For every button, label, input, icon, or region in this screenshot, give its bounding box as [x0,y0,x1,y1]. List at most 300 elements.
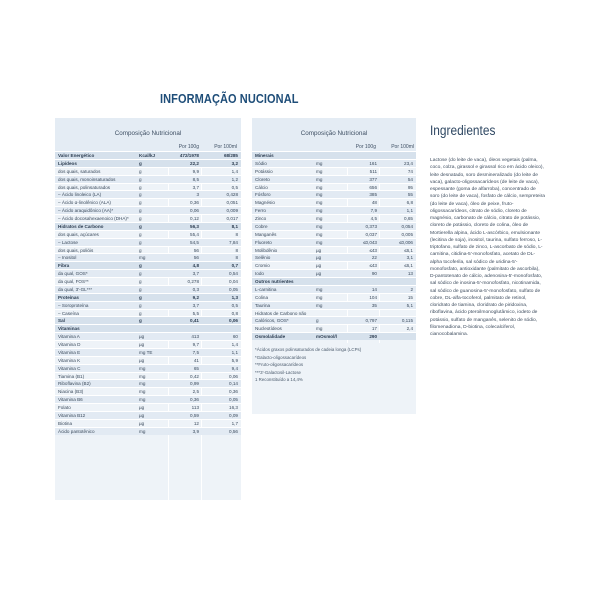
row-name: Hidratos de Carbono não [255,310,307,316]
row-unit: g [139,176,142,182]
row-value-100g: 290 [369,334,377,340]
row-value-100ml: 1,4 [231,168,238,174]
row-name: Niacina (B3) [58,389,84,395]
row-value-100ml: 1,3 [231,294,238,300]
row-unit: mg [316,302,323,308]
row-value-100ml: 0,05 [229,397,238,403]
row-value-100ml: 15 [407,294,413,300]
row-value-100ml: 3,1 [406,255,413,261]
row-value-100g: 54,5 [190,239,199,245]
row-unit: mg [316,176,323,182]
row-name: Cálcio [255,184,268,190]
row-value-100g: ≤0,043 [362,239,377,245]
row-value-100g: 0,373 [365,223,377,229]
row-name: Hidratos de Carbono [58,223,104,229]
row-value-100ml: 2,4 [406,326,413,332]
row-name: Proteínas [58,294,79,300]
left-col-100g: Por 100g [178,144,199,150]
ingredients-title: Ingredientes [430,123,496,138]
row-value-100g: 3 [196,192,199,198]
row-value-100ml: 0,06 [229,373,238,379]
table-row [55,309,241,317]
table-row [55,175,241,183]
table-row [55,419,241,427]
row-name: dos quais, polióis [58,247,94,253]
table-row [252,206,416,214]
row-value-100g: 22 [371,255,377,261]
table-row [55,269,241,277]
row-value-100ml: 1,4 [231,342,238,347]
row-value-100ml: 0,09 [229,412,238,418]
row-unit: g [316,318,319,324]
table-row [55,364,241,372]
left-table-header [55,117,241,151]
footnote: 1 Reconstituído a 14,4% [255,377,303,383]
table-row [252,332,416,340]
table-row [55,403,241,411]
row-value-100g: 0,3 [192,286,199,292]
row-value-100ml: 60 [232,334,238,340]
row-value-100ml: 16,3 [229,405,238,410]
row-name: Ferro [255,208,266,214]
table-row [252,261,416,269]
row-name: – Ácido araquidônico (AA)* [58,208,114,214]
table-row [252,277,416,285]
row-name: Ácido pantotênico [58,428,95,434]
row-name: Iodo [255,271,264,277]
row-value-100g: 9,2 [192,294,199,300]
table-row [55,246,241,254]
row-name: dos quais, polinsaturados [58,184,111,190]
row-unit: Kcal/kJ [139,153,156,158]
row-name: Sal [58,318,65,324]
row-name: Minerais [255,153,274,158]
row-value-100ml: 8,1 [231,223,238,229]
row-name: Nucleotídeos [255,326,282,332]
footnote: **Fruto-oligossacarídeos [255,362,304,368]
row-value-100g: 5,5 [192,310,199,316]
row-name: Vitamina B12 [58,412,86,418]
row-unit: mg [316,216,323,221]
row-name: Cloreto [255,176,270,182]
row-unit: mg [316,208,323,214]
table-row [252,151,416,159]
table-row [55,285,241,293]
row-name: – Ácido linoleico (LA) [58,192,102,198]
row-name: Sódio [255,160,267,166]
right-nutrition-table [252,117,416,414]
row-value-100ml: 6,8 [406,200,413,206]
row-value-100g: 656 [369,184,377,190]
row-value-100g: 0,278 [187,279,199,284]
row-name: Outros nutrientes [255,279,294,284]
row-unit: g [139,302,142,308]
row-name: Osmolalidade [255,334,286,340]
table-row [252,293,416,301]
table-row [55,356,241,364]
ingredients-text: Lactose (do leite de vaca), óleos vegetais (palma, coco, colza, girassol e girassol rico em ácido oleico), leite desnatado, soro desmineralizado (do leite de vaca), galacto-oligossacarídeos (de leite de vaca), espessante (goma de alfarroba), concentrado de soro (do leite de vaca), fosfato de cálcio, sempreteira (do leite de vaca), óleo de peixe, fruto-oligossacarídeos, citrato de sódio, cloreto de magnésio, carbonato de cálcio, citrato de potássio, cloreto de potássio, cloreto de colina, óleo de Mortierella alpina, ácido L-ascórbico, emulsionante (lecitina de soja), inositol, taurina, sulfato ferroso, L-triptofano, sulfato de zinco, L-ascorbato de sódio, L-carnitina, citidina-5'-monofosfato, acetato de DL-alpha tocoferila, sal sódico de uridina-5'-monofosfato, antioxidante (palmitato de ascorbila), D-pantotenato de cálcio, adenosina-5'-monofosfato, sal sódico de inosina-5'-monofosfato, nicotinamida, sal sódico de guanosina-5'-monofosfato, sulfato de cobre, DL-alfa-tocoferol, palmitato de retinol, cloridrato de tiamina, cloridrato de piridoxina, riboflavina, ácido pteroilmonoglutâmico, iodeto de potássio, sulfato de manganês, selenito de sódio, filomenadiona, D-biotina, colecalciferol, cianocobalamina. [430,158,545,337]
row-value-100g: 0,037 [365,231,377,237]
row-value-100ml: ≤0,006 [398,239,413,245]
table-row [55,324,241,332]
row-name: Molibdênio [255,247,278,253]
table-row [55,332,241,340]
row-value-100ml: 9,4 [231,365,238,371]
row-name: – Soroproteína [58,302,89,308]
row-name: dos quais, saturados [58,168,101,174]
table-row [55,230,241,238]
left-nutrition-table [55,117,241,500]
right-col-100g: Por 100g [355,144,376,150]
row-name: – Ácido docosahexaenoico (DHA)* [58,216,129,221]
row-unit: µg [139,420,145,426]
row-unit: mg [316,192,323,198]
row-value-100g: 0,12 [190,216,199,221]
row-unit: mg [139,428,146,434]
table-row [252,167,416,175]
row-value-100g: 385 [369,192,377,198]
row-unit: mg TE [139,349,153,355]
table-row [252,230,416,238]
row-value-100g: 17 [371,326,377,332]
row-value-100g: 3,9 [192,428,199,434]
table-row [55,261,241,269]
row-name: Vitamina E [58,349,81,355]
table-row [252,238,416,246]
row-name: Magnésio [255,200,275,206]
row-value-100ml: 0,115 [401,318,413,324]
row-value-100ml: 5,1 [406,302,413,308]
footnote: *Ácidos graxos polinsaturados de cadeia longa (LCPs) [255,347,362,352]
row-unit: g [139,310,142,316]
footnote: *Galacto-oligossacarídeos [255,354,307,360]
table-row [55,427,241,435]
row-unit: µg [139,412,145,418]
table-row [55,222,241,230]
row-name: Selênio [255,255,271,261]
right-table-body [252,151,416,340]
row-value-100g: 3,7 [192,302,199,308]
row-value-100g: 7,5 [192,349,199,355]
table-row [55,340,241,348]
row-value-100ml: 2 [410,286,413,292]
row-name: Fibra [58,263,70,269]
row-value-100ml: ≤6,1 [404,247,413,253]
row-value-100g: 511 [369,168,377,174]
table-row [252,324,416,332]
row-name: – Caseína [58,310,79,316]
row-unit: mg [316,168,323,174]
right-col-100ml: Por 100ml [391,144,414,150]
row-unit: g [139,160,142,166]
row-value-100g: 377 [369,176,377,182]
left-col-100ml: Por 100ml [214,144,237,150]
row-value-100g: 14 [371,286,377,292]
row-value-100ml: 3,2 [231,160,238,166]
left-table-body [55,151,241,435]
table-row [252,175,416,183]
table-row [55,372,241,380]
row-unit: mg [139,397,146,403]
table-row [55,190,241,198]
row-unit: g [139,239,142,245]
table-row [55,159,241,167]
row-value-100ml: 0,428 [226,192,238,198]
row-unit: g [139,286,142,292]
row-name: da qual, 3'-GL*** [58,286,93,292]
row-value-100ml: 0,14 [229,381,238,387]
row-value-100g: 9,7 [192,342,199,347]
row-unit: µg [316,271,322,277]
row-value-100g: 3,7 [192,184,199,190]
row-value-100ml: 0,56 [229,428,238,434]
row-unit: µg [316,247,322,253]
row-name: Fluoreto [255,239,272,245]
table-row [55,253,241,261]
row-unit: g [139,279,142,284]
row-value-100ml: ≤6,1 [404,263,413,269]
row-unit: mg [316,223,323,229]
row-name: Vitamina A [58,334,80,340]
row-value-100g: 472/1978 [179,153,199,158]
row-value-100g: ≤43 [369,263,377,269]
row-name: Lipídeos [58,160,77,166]
table-row [55,348,241,356]
table-row [252,316,416,324]
row-value-100ml: 1,1 [406,208,413,214]
row-value-100ml: 0,54 [229,271,238,277]
table-row [252,159,416,167]
row-value-100g: 113 [191,405,199,410]
row-value-100g: 22,2 [190,160,199,166]
row-unit: µg [316,263,322,269]
row-value-100ml: 0,05 [229,286,238,292]
row-name: Riboflavina (B2) [58,381,91,387]
row-name: – Lactose [58,239,78,245]
row-value-100ml: 5,9 [231,357,238,363]
row-value-100ml: 7,84 [229,239,238,245]
footnote: ***3'-Galactosil-Lactose [255,369,301,375]
row-name: da qual, GOS* [58,271,88,277]
row-name: da qual, FOS** [58,279,89,284]
row-value-100ml: 68/285 [223,153,238,158]
row-unit: mg [316,326,323,332]
row-value-100g: 35 [371,302,377,308]
row-value-100ml: 0,5 [231,302,238,308]
table-row [55,198,241,206]
table-row [55,277,241,285]
row-unit: mg [316,239,323,245]
row-value-100g: 413 [191,334,199,340]
row-value-100g: 0,59 [190,412,199,418]
row-value-100ml: 0,054 [401,223,413,229]
table-row [55,301,241,309]
row-name: Cobre [255,223,268,229]
row-value-100g: 8,5 [192,176,199,182]
row-value-100ml: 0,06 [229,318,238,324]
row-name: Vitamina D [58,342,81,347]
table-row [252,246,416,254]
row-unit: µg [139,405,145,410]
table-row [55,379,241,387]
row-value-100g: 41 [193,357,199,363]
row-name: Folato [58,405,71,410]
row-unit: mg [316,231,323,237]
table-row [55,238,241,246]
row-name: Biotina [58,420,73,426]
row-name: – Inositol [58,255,77,261]
row-unit: mOsmol/l [316,334,337,340]
row-unit: g [139,271,142,277]
row-unit: mg [316,294,323,300]
row-unit: g [139,200,142,206]
row-unit: mg [316,200,323,206]
row-unit: g [139,263,142,269]
table-row [252,190,416,198]
row-value-100g: 4,5 [370,216,377,221]
row-unit: mg [316,184,323,190]
page-title: INFORMAÇÃO NUCIONAL [160,92,299,106]
row-name: Taurina [255,302,271,308]
row-value-100g: 56 [193,247,199,253]
row-name: Manganês [255,231,277,237]
row-value-100ml: 0,009 [226,208,238,214]
row-value-100ml: 0,051 [226,200,238,206]
row-name: Valor Energético [58,153,95,158]
table-row [55,395,241,403]
row-unit: mg [139,255,146,261]
row-unit: µg [139,357,145,363]
row-value-100g: 0,36 [190,397,199,403]
row-unit: mg [139,373,146,379]
row-value-100ml: 0,36 [229,389,238,395]
footnotes [252,346,416,384]
row-value-100ml: 0,017 [226,216,238,221]
row-value-100ml: 13 [407,271,413,277]
table-row [55,183,241,191]
table-row [252,222,416,230]
row-name: L-carnitina [255,286,277,292]
table-row [252,253,416,261]
row-value-100ml: 8 [235,231,238,237]
row-value-100g: 56,3 [190,223,199,229]
row-unit: mg [316,286,323,292]
row-name: Fósforo [255,192,271,198]
row-value-100ml: 0,5 [231,184,238,190]
row-value-100g: ≤43 [369,247,377,253]
table-row [55,411,241,419]
row-name: Vitamina C [58,365,81,371]
table-row [55,387,241,395]
row-name: Cromio [255,263,270,269]
row-name: Zinco [255,216,267,221]
row-unit: mg [139,365,146,371]
row-value-100g: 9,9 [192,168,199,174]
row-name: Potássio [255,168,273,174]
row-value-100g: 65 [193,365,199,371]
row-value-100g: 0,06 [190,208,199,214]
table-row [252,198,416,206]
row-unit: g [139,192,142,198]
row-value-100ml: 74 [407,168,413,174]
row-value-100g: 56 [193,255,199,261]
row-value-100ml: 0,8 [231,310,238,316]
table-row [252,183,416,191]
row-value-100g: 0,42 [190,373,199,379]
row-name: Vitaminas [58,326,80,332]
table-row [55,151,241,159]
row-value-100g: 0,99 [190,381,199,387]
table-row [252,301,416,309]
row-value-100ml: 0,65 [404,216,413,221]
row-value-100g: 4,8 [192,263,199,269]
row-value-100g: 48 [371,200,377,206]
row-unit: g [139,294,142,300]
row-value-100ml: 23,4 [404,160,413,166]
table-row [55,316,241,324]
row-name: Vitamina B6 [58,397,83,403]
row-value-100g: 55,4 [190,231,199,237]
row-unit: g [139,247,142,253]
row-value-100ml: 1,2 [231,176,238,182]
table-row [252,285,416,293]
row-name: dos quais, açúcares [58,231,99,237]
row-name: Tiamina (B1) [58,373,85,379]
row-value-100ml: 0,005 [401,231,413,237]
row-name: Vitamina K [58,357,81,363]
row-value-100g: 0,797 [365,318,377,324]
row-unit: µg [316,255,322,261]
row-value-100ml: 54 [407,176,413,182]
row-value-100g: 0,36 [190,200,199,206]
row-unit: g [139,223,142,229]
row-unit: µg [139,342,145,347]
row-value-100g: 3,7 [192,271,199,277]
row-unit: mg [139,381,146,387]
right-table-heading: Composição Nutricional [300,130,368,137]
row-value-100ml: 95 [407,184,413,190]
row-value-100g: 0,41 [190,318,199,324]
row-unit: g [139,168,142,174]
row-unit: g [139,318,142,324]
row-unit: µg [139,334,145,340]
table-row [55,214,241,222]
row-value-100g: 2,5 [192,389,199,395]
row-value-100g: 104 [369,294,377,300]
row-name: Calóricos, GOS* [255,318,289,324]
row-name: – Ácido α-linolênico (ALA) [58,200,111,206]
table-row [252,269,416,277]
row-unit: g [139,216,142,221]
row-unit: mg [139,389,146,395]
row-value-100ml: 55 [407,192,413,198]
row-value-100g: 161 [369,160,377,166]
row-value-100ml: 1,1 [231,349,238,355]
row-value-100ml: 1,7 [231,420,238,426]
row-value-100ml: 8 [235,247,238,253]
row-value-100g: 90 [371,271,377,277]
table-row [55,293,241,301]
table-row [252,214,416,222]
table-row [55,167,241,175]
row-unit: g [139,184,142,190]
row-unit: g [139,208,142,214]
row-value-100g: 12 [193,420,199,426]
row-unit: mg [316,160,323,166]
row-name: dos quais, monoinsaturados [58,176,116,182]
right-table-header [252,117,416,151]
row-unit: g [139,231,142,237]
